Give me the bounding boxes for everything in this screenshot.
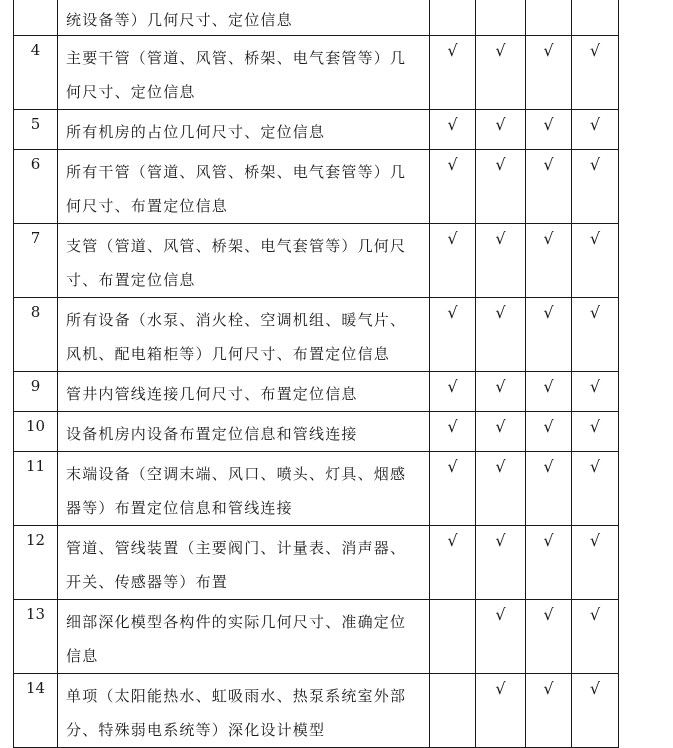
table-row — [14, 674, 619, 748]
row-description: 所有机房的占位几何尺寸、定位信息 — [58, 110, 430, 150]
row-number: 8 — [14, 298, 58, 372]
check-mark-col-2: √ — [476, 526, 526, 600]
check-mark-col-4: √ — [572, 298, 619, 372]
row-description: 单项（太阳能热水、虹吸雨水、热泵系统室外部分、特殊弱电系统等）深化设计模型 — [58, 674, 430, 748]
check-mark-col-3: √ — [526, 600, 572, 674]
row-number — [14, 0, 58, 36]
check-mark-col-1: √ — [430, 372, 476, 412]
row-number: 5 — [14, 110, 58, 150]
table-row — [14, 224, 619, 298]
check-mark-col-3: √ — [526, 526, 572, 600]
check-mark-col-2: √ — [476, 150, 526, 224]
check-mark-col-1: √ — [430, 452, 476, 526]
check-mark-col-4: √ — [572, 674, 619, 748]
check-mark-col-1: √ — [430, 36, 476, 110]
check-mark-col-2: √ — [476, 600, 526, 674]
row-description: 细部深化模型各构件的实际几何尺寸、准确定位信息 — [58, 600, 430, 674]
row-number: 13 — [14, 600, 58, 674]
check-mark-col-3 — [526, 0, 572, 36]
row-description: 管井内管线连接几何尺寸、布置定位信息 — [58, 372, 430, 412]
check-mark-col-4: √ — [572, 372, 619, 412]
check-mark-col-3: √ — [526, 674, 572, 748]
check-mark-col-2: √ — [476, 224, 526, 298]
check-mark-col-1: √ — [430, 150, 476, 224]
check-mark-col-4: √ — [572, 224, 619, 298]
row-number: 9 — [14, 372, 58, 412]
check-mark-col-2: √ — [476, 36, 526, 110]
row-description: 主要干管（管道、风管、桥架、电气套管等）几何尺寸、定位信息 — [58, 36, 430, 110]
check-mark-col-1: √ — [430, 526, 476, 600]
check-mark-col-2: √ — [476, 110, 526, 150]
check-mark-col-2: √ — [476, 412, 526, 452]
row-number: 6 — [14, 150, 58, 224]
check-mark-col-3: √ — [526, 150, 572, 224]
check-mark-col-4: √ — [572, 110, 619, 150]
check-mark-col-2: √ — [476, 452, 526, 526]
check-mark-col-4: √ — [572, 412, 619, 452]
check-mark-col-4: √ — [572, 36, 619, 110]
check-mark-col-4 — [572, 0, 619, 36]
row-description: 支管（管道、风管、桥架、电气套管等）几何尺寸、布置定位信息 — [58, 224, 430, 298]
row-description: 末端设备（空调末端、风口、喷头、灯具、烟感器等）布置定位信息和管线连接 — [58, 452, 430, 526]
table-row — [14, 150, 619, 224]
table-row — [14, 36, 619, 110]
check-mark-col-4: √ — [572, 600, 619, 674]
row-number: 7 — [14, 224, 58, 298]
requirements-table — [13, 0, 619, 748]
check-mark-col-4: √ — [572, 452, 619, 526]
check-mark-col-1: √ — [430, 298, 476, 372]
row-number: 12 — [14, 526, 58, 600]
table-row — [14, 526, 619, 600]
check-mark-col-3: √ — [526, 372, 572, 412]
row-number: 10 — [14, 412, 58, 452]
check-mark-col-2: √ — [476, 298, 526, 372]
check-mark-col-1 — [430, 600, 476, 674]
check-mark-col-3: √ — [526, 298, 572, 372]
check-mark-col-4: √ — [572, 150, 619, 224]
check-mark-col-3: √ — [526, 412, 572, 452]
table-row — [14, 600, 619, 674]
check-mark-col-4: √ — [572, 526, 619, 600]
table-row — [14, 110, 619, 150]
check-mark-col-3: √ — [526, 36, 572, 110]
table-row — [14, 298, 619, 372]
check-mark-col-3: √ — [526, 110, 572, 150]
row-description: 所有干管（管道、风管、桥架、电气套管等）几何尺寸、布置定位信息 — [58, 150, 430, 224]
check-mark-col-2: √ — [476, 372, 526, 412]
row-description: 所有设备（水泵、消火栓、空调机组、暖气片、风机、配电箱柜等）几何尺寸、布置定位信息 — [58, 298, 430, 372]
table-row — [14, 412, 619, 452]
check-mark-col-2 — [476, 0, 526, 36]
check-mark-col-1: √ — [430, 224, 476, 298]
row-description: 管道、管线装置（主要阀门、计量表、消声器、开关、传感器等）布置 — [58, 526, 430, 600]
row-description: 设备机房内设备布置定位信息和管线连接 — [58, 412, 430, 452]
check-mark-col-2: √ — [476, 674, 526, 748]
table-row — [14, 452, 619, 526]
table-row — [14, 0, 619, 36]
check-mark-col-1 — [430, 0, 476, 36]
check-mark-col-1: √ — [430, 412, 476, 452]
check-mark-col-1 — [430, 674, 476, 748]
row-description: 统设备等）几何尺寸、定位信息 — [58, 0, 430, 36]
check-mark-col-1: √ — [430, 110, 476, 150]
table-row — [14, 372, 619, 412]
row-number: 4 — [14, 36, 58, 110]
row-number: 14 — [14, 674, 58, 748]
row-number: 11 — [14, 452, 58, 526]
check-mark-col-3: √ — [526, 224, 572, 298]
check-mark-col-3: √ — [526, 452, 572, 526]
